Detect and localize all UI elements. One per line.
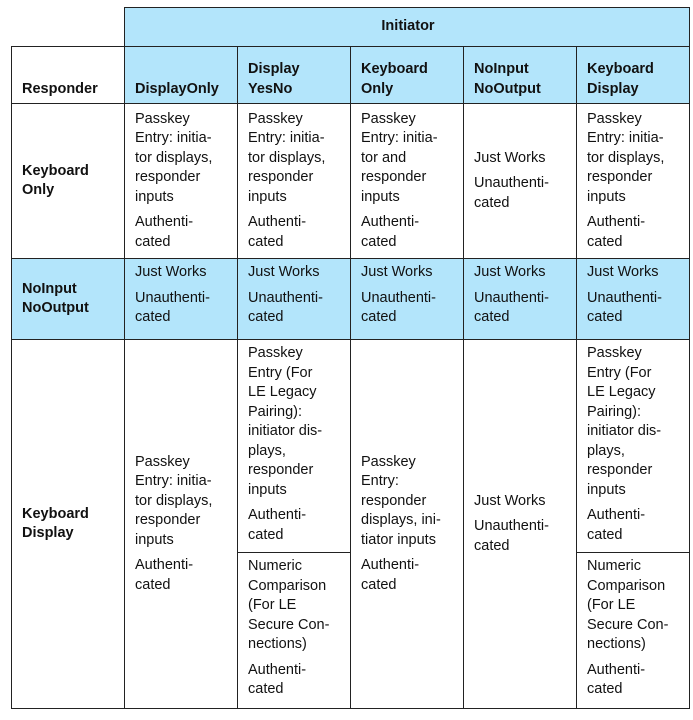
col-header: DisplayOnly bbox=[125, 47, 238, 104]
security: Authenti- cated bbox=[248, 214, 307, 250]
initiator-header: Initiator bbox=[125, 8, 690, 47]
security: Authenti- cated bbox=[135, 214, 194, 250]
security: Authenti- cated bbox=[587, 214, 646, 250]
row-header: NoInput NoOutput bbox=[12, 259, 125, 340]
col-header: NoInput NoOutput bbox=[464, 47, 577, 104]
security: Authenti- cated bbox=[361, 214, 420, 250]
corner-blank bbox=[12, 8, 125, 47]
col-header: Keyboard Display bbox=[577, 47, 690, 104]
cell bbox=[125, 340, 238, 709]
cell bbox=[238, 259, 351, 340]
cell bbox=[351, 259, 464, 340]
cell bbox=[577, 340, 690, 553]
method: Just Works bbox=[587, 264, 659, 280]
method: Just Works bbox=[474, 149, 546, 166]
method: Passkey Entry: initia- tor displays, responder inputs bbox=[135, 110, 213, 205]
row-header: Keyboard Only bbox=[12, 104, 125, 259]
security: Unauthenti- cated bbox=[474, 175, 549, 211]
cell bbox=[238, 553, 351, 709]
method: Passkey Entry: initia- tor displays, responder inputs bbox=[135, 453, 213, 548]
security: Unauthenti- cated bbox=[361, 289, 436, 325]
pairing-method-table bbox=[11, 7, 690, 709]
cell bbox=[125, 259, 238, 340]
col-header: Display YesNo bbox=[238, 47, 351, 104]
security: Unauthenti- cated bbox=[248, 289, 323, 325]
method: Passkey Entry (For LE Legacy Pairing): initiator dis- plays, responder inputs bbox=[587, 345, 662, 498]
method: Passkey Entry (For LE Legacy Pairing): initiator dis- plays, responder inputs bbox=[248, 345, 323, 498]
security: Authenti- cated bbox=[587, 507, 646, 543]
cell bbox=[351, 340, 464, 709]
method: Just Works bbox=[135, 264, 207, 280]
method: Passkey Entry: initia- tor displays, responder inputs bbox=[248, 110, 326, 205]
cell bbox=[577, 553, 690, 709]
method: Passkey Entry: initia- tor displays, responder inputs bbox=[587, 110, 665, 205]
cell bbox=[238, 340, 351, 553]
row-header: Keyboard Display bbox=[12, 340, 125, 709]
cell bbox=[577, 104, 690, 259]
method: Just Works bbox=[248, 264, 320, 280]
security: Unauthenti- cated bbox=[474, 289, 549, 325]
security: Authenti- cated bbox=[248, 507, 307, 543]
security: Unauthenti- cated bbox=[587, 289, 662, 325]
security: Authenti- cated bbox=[361, 557, 420, 593]
cell bbox=[577, 259, 690, 340]
cell bbox=[464, 259, 577, 340]
responder-header: Responder bbox=[12, 47, 125, 104]
security: Unauthenti- cated bbox=[135, 289, 210, 325]
method: Just Works bbox=[361, 264, 433, 280]
security: Authenti- cated bbox=[248, 661, 307, 697]
method: Passkey Entry: initia- tor and responder inputs bbox=[361, 110, 438, 205]
cell bbox=[125, 104, 238, 259]
security: Authenti- cated bbox=[135, 557, 194, 593]
col-header: Keyboard Only bbox=[351, 47, 464, 104]
method: Just Works bbox=[474, 492, 546, 509]
security: Authenti- cated bbox=[587, 661, 646, 697]
method: Numeric Comparison (For LE Secure Con- nections) bbox=[587, 558, 669, 652]
cell bbox=[351, 104, 464, 259]
cell bbox=[464, 104, 577, 259]
cell bbox=[464, 340, 577, 709]
method: Numeric Comparison (For LE Secure Con- nections) bbox=[248, 558, 330, 652]
security: Unauthenti- cated bbox=[474, 518, 549, 554]
method: Just Works bbox=[474, 264, 546, 280]
method: Passkey Entry: responder displays, ini- tiator inputs bbox=[361, 453, 441, 548]
cell bbox=[238, 104, 351, 259]
